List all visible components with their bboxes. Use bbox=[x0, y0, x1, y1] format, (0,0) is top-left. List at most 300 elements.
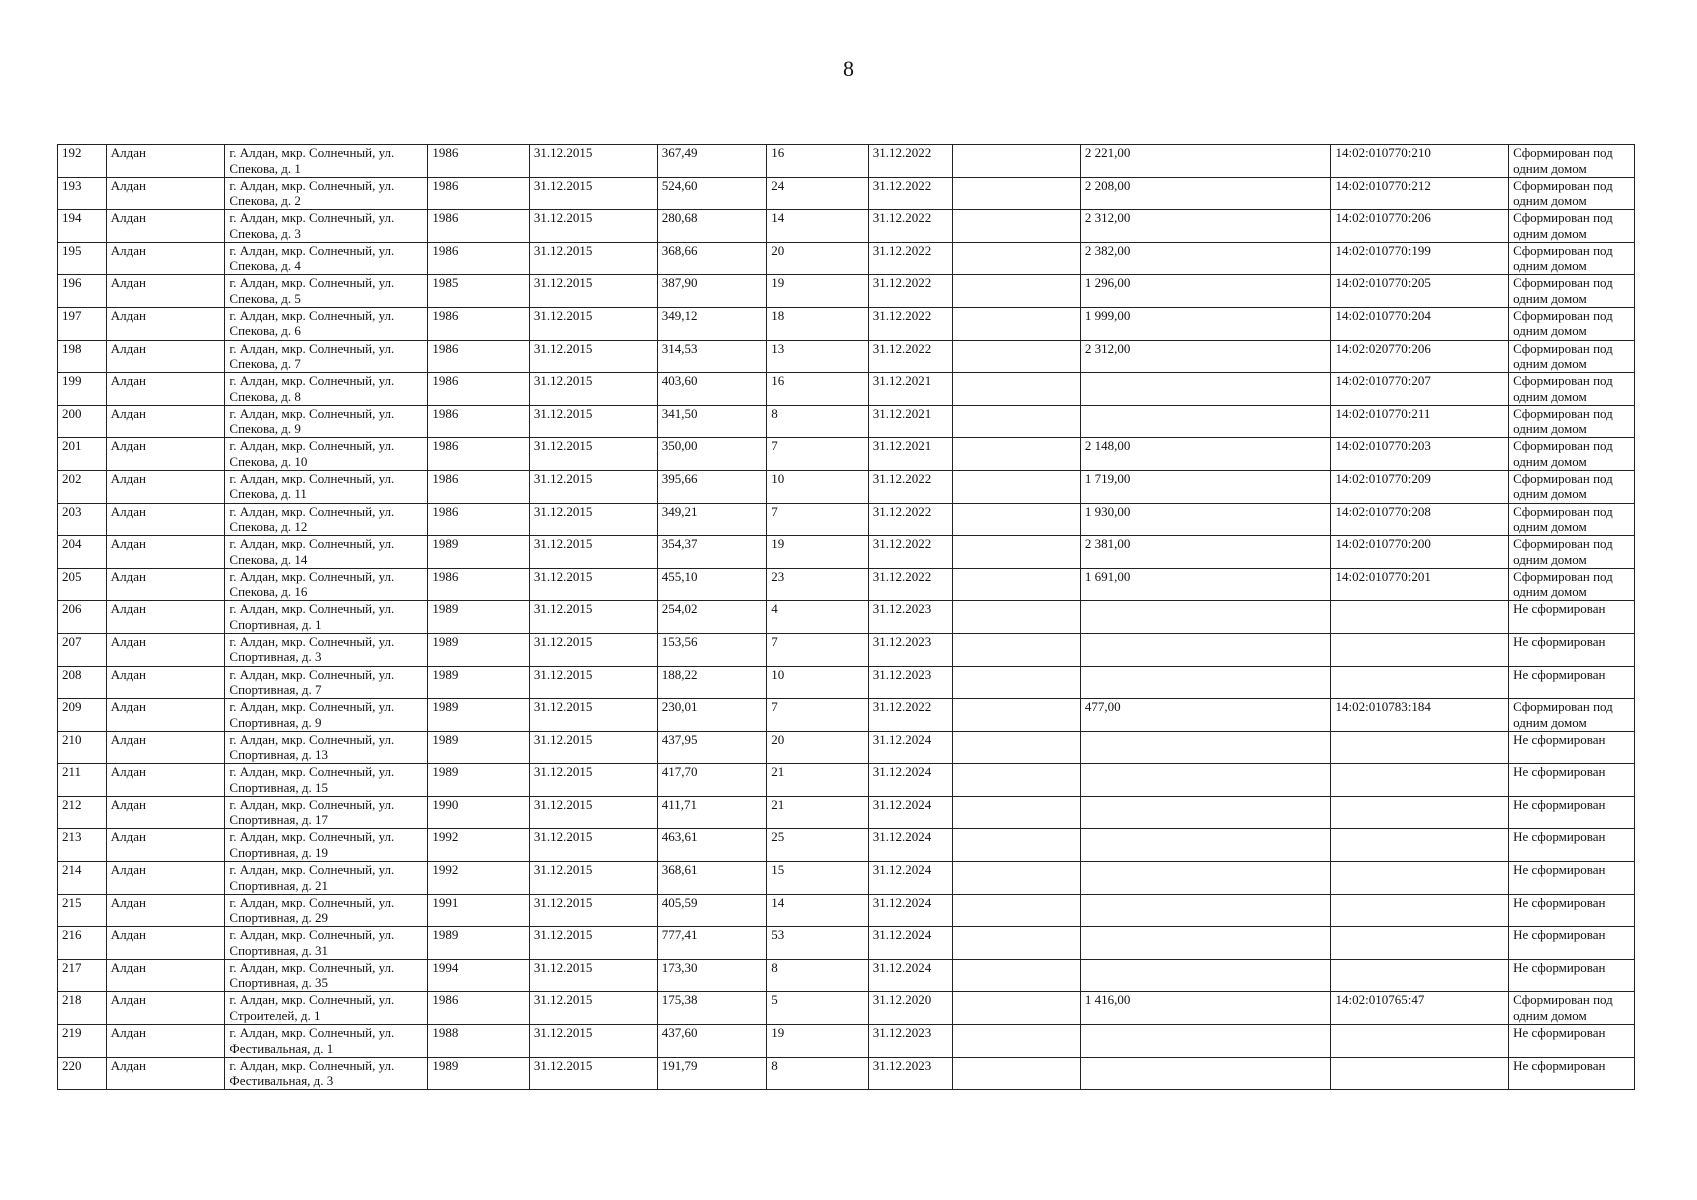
address-cell bbox=[225, 927, 428, 960]
empty-cell bbox=[952, 633, 1080, 666]
date-cell: 31.12.2015 bbox=[529, 633, 657, 666]
row-number-cell: 215 bbox=[58, 894, 107, 927]
status-line-1: Не сформирован bbox=[1513, 796, 1606, 812]
planned-date-cell: 31.12.2024 bbox=[868, 894, 952, 927]
address-cell bbox=[225, 796, 428, 829]
table-row bbox=[58, 470, 1635, 503]
status-line-1: Сформирован под bbox=[1513, 405, 1613, 421]
status-cell bbox=[1509, 536, 1635, 569]
address-line-2: Спекова, д. 12 bbox=[229, 519, 308, 535]
page-number: 8 bbox=[843, 56, 854, 81]
count-cell: 15 bbox=[767, 862, 868, 895]
status-line-2: одним домом bbox=[1513, 258, 1587, 274]
year-cell: 1986 bbox=[428, 992, 529, 1025]
city-cell: Алдан bbox=[106, 959, 225, 992]
status-line-2: одним домом bbox=[1513, 160, 1587, 176]
city-cell: Алдан bbox=[106, 862, 225, 895]
address-line-2: Спекова, д. 14 bbox=[229, 551, 308, 567]
status-cell bbox=[1509, 666, 1635, 699]
status-line-1: Не сформирован bbox=[1513, 764, 1606, 780]
planned-date-cell: 31.12.2022 bbox=[868, 145, 952, 178]
area-cell: 367,49 bbox=[657, 145, 767, 178]
land-area-cell: 1 999,00 bbox=[1080, 307, 1331, 340]
year-cell: 1985 bbox=[428, 275, 529, 308]
address-cell bbox=[225, 764, 428, 797]
city-cell: Алдан bbox=[106, 601, 225, 634]
status-cell bbox=[1509, 373, 1635, 406]
address-cell bbox=[225, 731, 428, 764]
city-cell: Алдан bbox=[106, 145, 225, 178]
row-number-cell: 205 bbox=[58, 568, 107, 601]
status-line-2: одним домом bbox=[1513, 551, 1587, 567]
city-cell: Алдан bbox=[106, 796, 225, 829]
table-row bbox=[58, 536, 1635, 569]
land-area-cell: 1 930,00 bbox=[1080, 503, 1331, 536]
row-number-cell: 212 bbox=[58, 796, 107, 829]
status-cell bbox=[1509, 927, 1635, 960]
date-cell: 31.12.2015 bbox=[529, 536, 657, 569]
address-line-2: Спекова, д. 7 bbox=[229, 356, 301, 372]
table-row bbox=[58, 373, 1635, 406]
year-cell: 1989 bbox=[428, 1057, 529, 1090]
address-line-1: г. Алдан, мкр. Солнечный, ул. bbox=[229, 503, 395, 519]
cadastral-number-cell: 14:02:010770:207 bbox=[1331, 373, 1509, 406]
address-cell bbox=[225, 405, 428, 438]
empty-cell bbox=[952, 1057, 1080, 1090]
status-line-1: Сформирован под bbox=[1513, 992, 1613, 1008]
cadastral-number-cell bbox=[1331, 1057, 1509, 1090]
address-line-1: г. Алдан, мкр. Солнечный, ул. bbox=[229, 862, 395, 878]
address-line-2: Спортивная, д. 13 bbox=[229, 747, 328, 763]
table-row bbox=[58, 927, 1635, 960]
table-row bbox=[58, 503, 1635, 536]
city-cell: Алдан bbox=[106, 275, 225, 308]
land-area-cell: 2 381,00 bbox=[1080, 536, 1331, 569]
empty-cell bbox=[952, 242, 1080, 275]
address-cell bbox=[225, 601, 428, 634]
empty-cell bbox=[952, 764, 1080, 797]
address-line-2: Спортивная, д. 21 bbox=[229, 877, 328, 893]
empty-cell bbox=[952, 601, 1080, 634]
address-line-1: г. Алдан, мкр. Солнечный, ул. bbox=[229, 633, 395, 649]
city-cell: Алдан bbox=[106, 1025, 225, 1058]
date-cell: 31.12.2015 bbox=[529, 177, 657, 210]
date-cell: 31.12.2015 bbox=[529, 210, 657, 243]
empty-cell bbox=[952, 275, 1080, 308]
address-line-2: Спортивная, д. 19 bbox=[229, 844, 328, 860]
planned-date-cell: 31.12.2024 bbox=[868, 764, 952, 797]
address-line-2: Спортивная, д. 17 bbox=[229, 812, 328, 828]
city-cell: Алдан bbox=[106, 470, 225, 503]
count-cell: 7 bbox=[767, 438, 868, 471]
status-cell bbox=[1509, 340, 1635, 373]
status-cell bbox=[1509, 601, 1635, 634]
address-cell bbox=[225, 666, 428, 699]
address-line-2: Спортивная, д. 3 bbox=[229, 649, 322, 665]
row-number-cell: 217 bbox=[58, 959, 107, 992]
status-cell bbox=[1509, 959, 1635, 992]
land-area-cell: 2 312,00 bbox=[1080, 210, 1331, 243]
address-line-1: г. Алдан, мкр. Солнечный, ул. bbox=[229, 470, 395, 486]
table-row bbox=[58, 862, 1635, 895]
status-cell bbox=[1509, 862, 1635, 895]
cadastral-number-cell: 14:02:010770:209 bbox=[1331, 470, 1509, 503]
year-cell: 1989 bbox=[428, 666, 529, 699]
year-cell: 1989 bbox=[428, 633, 529, 666]
row-number-cell: 218 bbox=[58, 992, 107, 1025]
land-area-cell: 1 416,00 bbox=[1080, 992, 1331, 1025]
address-line-1: г. Алдан, мкр. Солнечный, ул. bbox=[229, 145, 395, 160]
date-cell: 31.12.2015 bbox=[529, 307, 657, 340]
date-cell: 31.12.2015 bbox=[529, 275, 657, 308]
date-cell: 31.12.2015 bbox=[529, 568, 657, 601]
table-row bbox=[58, 275, 1635, 308]
cadastral-number-cell bbox=[1331, 633, 1509, 666]
cadastral-number-cell: 14:02:010770:211 bbox=[1331, 405, 1509, 438]
city-cell: Алдан bbox=[106, 927, 225, 960]
empty-cell bbox=[952, 894, 1080, 927]
address-line-2: Спортивная, д. 15 bbox=[229, 779, 328, 795]
table-row bbox=[58, 145, 1635, 178]
date-cell: 31.12.2015 bbox=[529, 601, 657, 634]
area-cell: 368,61 bbox=[657, 862, 767, 895]
date-cell: 31.12.2015 bbox=[529, 829, 657, 862]
date-cell: 31.12.2015 bbox=[529, 1057, 657, 1090]
count-cell: 10 bbox=[767, 470, 868, 503]
status-line-1: Сформирован под bbox=[1513, 373, 1613, 389]
address-line-2: Спортивная, д. 1 bbox=[229, 616, 322, 632]
registry-body bbox=[58, 145, 1635, 1090]
address-cell bbox=[225, 699, 428, 732]
year-cell: 1988 bbox=[428, 1025, 529, 1058]
planned-date-cell: 31.12.2022 bbox=[868, 503, 952, 536]
cadastral-number-cell bbox=[1331, 927, 1509, 960]
row-number-cell: 210 bbox=[58, 731, 107, 764]
area-cell: 350,00 bbox=[657, 438, 767, 471]
cadastral-number-cell bbox=[1331, 731, 1509, 764]
count-cell: 10 bbox=[767, 666, 868, 699]
city-cell: Алдан bbox=[106, 666, 225, 699]
land-area-cell: 2 148,00 bbox=[1080, 438, 1331, 471]
cadastral-number-cell bbox=[1331, 796, 1509, 829]
status-line-1: Не сформирован bbox=[1513, 927, 1606, 943]
status-line-1: Сформирован под bbox=[1513, 340, 1613, 356]
cadastral-number-cell bbox=[1331, 666, 1509, 699]
date-cell: 31.12.2015 bbox=[529, 894, 657, 927]
address-line-1: г. Алдан, мкр. Солнечный, ул. bbox=[229, 601, 395, 617]
cadastral-number-cell bbox=[1331, 862, 1509, 895]
empty-cell bbox=[952, 862, 1080, 895]
land-area-cell: 1 296,00 bbox=[1080, 275, 1331, 308]
status-cell bbox=[1509, 699, 1635, 732]
planned-date-cell: 31.12.2021 bbox=[868, 373, 952, 406]
status-line-2: одним домом bbox=[1513, 225, 1587, 241]
status-cell bbox=[1509, 242, 1635, 275]
address-cell bbox=[225, 1057, 428, 1090]
table-row bbox=[58, 601, 1635, 634]
status-cell bbox=[1509, 992, 1635, 1025]
year-cell: 1986 bbox=[428, 373, 529, 406]
status-line-1: Сформирован под bbox=[1513, 438, 1613, 454]
address-line-2: Спортивная, д. 35 bbox=[229, 975, 328, 991]
area-cell: 403,60 bbox=[657, 373, 767, 406]
address-cell bbox=[225, 1025, 428, 1058]
address-cell bbox=[225, 862, 428, 895]
cadastral-number-cell: 14:02:010770:205 bbox=[1331, 275, 1509, 308]
date-cell: 31.12.2015 bbox=[529, 699, 657, 732]
table-row bbox=[58, 731, 1635, 764]
empty-cell bbox=[952, 536, 1080, 569]
address-line-2: Спекова, д. 4 bbox=[229, 258, 301, 274]
count-cell: 21 bbox=[767, 796, 868, 829]
date-cell: 31.12.2015 bbox=[529, 959, 657, 992]
date-cell: 31.12.2015 bbox=[529, 666, 657, 699]
status-cell bbox=[1509, 503, 1635, 536]
count-cell: 7 bbox=[767, 503, 868, 536]
city-cell: Алдан bbox=[106, 210, 225, 243]
cadastral-number-cell bbox=[1331, 601, 1509, 634]
cadastral-number-cell: 14:02:010770:208 bbox=[1331, 503, 1509, 536]
status-cell bbox=[1509, 145, 1635, 178]
empty-cell bbox=[952, 1025, 1080, 1058]
count-cell: 13 bbox=[767, 340, 868, 373]
area-cell: 524,60 bbox=[657, 177, 767, 210]
planned-date-cell: 31.12.2024 bbox=[868, 731, 952, 764]
city-cell: Алдан bbox=[106, 438, 225, 471]
table-row bbox=[58, 1057, 1635, 1090]
address-cell bbox=[225, 373, 428, 406]
count-cell: 53 bbox=[767, 927, 868, 960]
year-cell: 1986 bbox=[428, 177, 529, 210]
address-line-1: г. Алдан, мкр. Солнечный, ул. bbox=[229, 992, 395, 1008]
area-cell: 349,21 bbox=[657, 503, 767, 536]
empty-cell bbox=[952, 731, 1080, 764]
planned-date-cell: 31.12.2023 bbox=[868, 1057, 952, 1090]
status-line-2: одним домом bbox=[1513, 290, 1587, 306]
address-line-1: г. Алдан, мкр. Солнечный, ул. bbox=[229, 438, 395, 454]
empty-cell bbox=[952, 568, 1080, 601]
status-cell bbox=[1509, 210, 1635, 243]
status-line-1: Сформирован под bbox=[1513, 536, 1613, 552]
address-cell bbox=[225, 503, 428, 536]
address-line-1: г. Алдан, мкр. Солнечный, ул. bbox=[229, 894, 395, 910]
area-cell: 188,22 bbox=[657, 666, 767, 699]
count-cell: 21 bbox=[767, 764, 868, 797]
city-cell: Алдан bbox=[106, 633, 225, 666]
status-line-2: одним домом bbox=[1513, 421, 1587, 437]
planned-date-cell: 31.12.2022 bbox=[868, 242, 952, 275]
address-line-1: г. Алдан, мкр. Солнечный, ул. bbox=[229, 242, 395, 258]
count-cell: 14 bbox=[767, 210, 868, 243]
address-line-1: г. Алдан, мкр. Солнечный, ул. bbox=[229, 927, 395, 943]
address-line-1: г. Алдан, мкр. Солнечный, ул. bbox=[229, 959, 395, 975]
date-cell: 31.12.2015 bbox=[529, 503, 657, 536]
count-cell: 4 bbox=[767, 601, 868, 634]
year-cell: 1989 bbox=[428, 927, 529, 960]
table-row bbox=[58, 633, 1635, 666]
city-cell: Алдан bbox=[106, 699, 225, 732]
area-cell: 455,10 bbox=[657, 568, 767, 601]
city-cell: Алдан bbox=[106, 568, 225, 601]
year-cell: 1986 bbox=[428, 145, 529, 178]
status-line-1: Сформирован под bbox=[1513, 568, 1613, 584]
row-number-cell: 194 bbox=[58, 210, 107, 243]
status-cell bbox=[1509, 764, 1635, 797]
table-row bbox=[58, 307, 1635, 340]
land-area-cell bbox=[1080, 666, 1331, 699]
land-area-cell bbox=[1080, 405, 1331, 438]
status-line-1: Сформирован под bbox=[1513, 699, 1613, 715]
address-line-2: Спекова, д. 6 bbox=[229, 323, 301, 339]
status-line-2: одним домом bbox=[1513, 323, 1587, 339]
year-cell: 1986 bbox=[428, 568, 529, 601]
cadastral-number-cell bbox=[1331, 829, 1509, 862]
land-area-cell: 2 312,00 bbox=[1080, 340, 1331, 373]
status-line-1: Сформирован под bbox=[1513, 275, 1613, 291]
count-cell: 7 bbox=[767, 633, 868, 666]
address-line-1: г. Алдан, мкр. Солнечный, ул. bbox=[229, 731, 395, 747]
date-cell: 31.12.2015 bbox=[529, 764, 657, 797]
area-cell: 387,90 bbox=[657, 275, 767, 308]
count-cell: 18 bbox=[767, 307, 868, 340]
address-line-2: Спекова, д. 10 bbox=[229, 453, 308, 469]
year-cell: 1986 bbox=[428, 210, 529, 243]
address-line-1: г. Алдан, мкр. Солнечный, ул. bbox=[229, 699, 395, 715]
row-number-cell: 198 bbox=[58, 340, 107, 373]
empty-cell bbox=[952, 177, 1080, 210]
address-line-1: г. Алдан, мкр. Солнечный, ул. bbox=[229, 373, 395, 389]
city-cell: Алдан bbox=[106, 307, 225, 340]
row-number-cell: 200 bbox=[58, 405, 107, 438]
city-cell: Алдан bbox=[106, 992, 225, 1025]
address-line-2: Спекова, д. 5 bbox=[229, 290, 301, 306]
planned-date-cell: 31.12.2022 bbox=[868, 568, 952, 601]
planned-date-cell: 31.12.2021 bbox=[868, 405, 952, 438]
empty-cell bbox=[952, 503, 1080, 536]
cadastral-number-cell: 14:02:010770:201 bbox=[1331, 568, 1509, 601]
land-area-cell: 1 691,00 bbox=[1080, 568, 1331, 601]
count-cell: 8 bbox=[767, 1057, 868, 1090]
table-row bbox=[58, 992, 1635, 1025]
area-cell: 153,56 bbox=[657, 633, 767, 666]
address-line-1: г. Алдан, мкр. Солнечный, ул. bbox=[229, 1025, 395, 1041]
address-cell bbox=[225, 568, 428, 601]
row-number-cell: 204 bbox=[58, 536, 107, 569]
cadastral-number-cell: 14:02:010765:47 bbox=[1331, 992, 1509, 1025]
planned-date-cell: 31.12.2024 bbox=[868, 862, 952, 895]
cadastral-number-cell: 14:02:010770:210 bbox=[1331, 145, 1509, 178]
cadastral-number-cell bbox=[1331, 764, 1509, 797]
row-number-cell: 214 bbox=[58, 862, 107, 895]
table-row bbox=[58, 666, 1635, 699]
registry-table bbox=[57, 144, 1635, 1090]
planned-date-cell: 31.12.2022 bbox=[868, 470, 952, 503]
status-cell bbox=[1509, 275, 1635, 308]
row-number-cell: 193 bbox=[58, 177, 107, 210]
land-area-cell bbox=[1080, 1057, 1331, 1090]
status-line-2: одним домом bbox=[1513, 486, 1587, 502]
date-cell: 31.12.2015 bbox=[529, 927, 657, 960]
status-line-1: Не сформирован bbox=[1513, 633, 1606, 649]
date-cell: 31.12.2015 bbox=[529, 242, 657, 275]
land-area-cell bbox=[1080, 373, 1331, 406]
count-cell: 7 bbox=[767, 699, 868, 732]
row-number-cell: 192 bbox=[58, 145, 107, 178]
area-cell: 777,41 bbox=[657, 927, 767, 960]
city-cell: Алдан bbox=[106, 764, 225, 797]
land-area-cell bbox=[1080, 862, 1331, 895]
status-cell bbox=[1509, 633, 1635, 666]
status-cell bbox=[1509, 894, 1635, 927]
cadastral-number-cell: 14:02:010783:184 bbox=[1331, 699, 1509, 732]
count-cell: 5 bbox=[767, 992, 868, 1025]
year-cell: 1986 bbox=[428, 307, 529, 340]
city-cell: Алдан bbox=[106, 536, 225, 569]
address-line-2: Спекова, д. 1 bbox=[229, 160, 301, 176]
status-line-2: одним домом bbox=[1513, 388, 1587, 404]
area-cell: 405,59 bbox=[657, 894, 767, 927]
land-area-cell bbox=[1080, 959, 1331, 992]
status-line-1: Не сформирован bbox=[1513, 829, 1606, 845]
status-line-1: Сформирован под bbox=[1513, 210, 1613, 226]
address-line-2: Спекова, д. 3 bbox=[229, 225, 301, 241]
address-line-1: г. Алдан, мкр. Солнечный, ул. bbox=[229, 1057, 395, 1073]
row-number-cell: 196 bbox=[58, 275, 107, 308]
status-cell bbox=[1509, 177, 1635, 210]
city-cell: Алдан bbox=[106, 405, 225, 438]
city-cell: Алдан bbox=[106, 1057, 225, 1090]
row-number-cell: 211 bbox=[58, 764, 107, 797]
planned-date-cell: 31.12.2022 bbox=[868, 210, 952, 243]
count-cell: 25 bbox=[767, 829, 868, 862]
year-cell: 1994 bbox=[428, 959, 529, 992]
area-cell: 349,12 bbox=[657, 307, 767, 340]
land-area-cell bbox=[1080, 796, 1331, 829]
table-row bbox=[58, 796, 1635, 829]
city-cell: Алдан bbox=[106, 373, 225, 406]
area-cell: 368,66 bbox=[657, 242, 767, 275]
area-cell: 437,95 bbox=[657, 731, 767, 764]
cadastral-number-cell: 14:02:010770:199 bbox=[1331, 242, 1509, 275]
count-cell: 8 bbox=[767, 959, 868, 992]
table-row bbox=[58, 210, 1635, 243]
status-line-1: Сформирован под bbox=[1513, 145, 1613, 160]
status-cell bbox=[1509, 796, 1635, 829]
land-area-cell bbox=[1080, 829, 1331, 862]
address-line-2: Фестивальная, д. 3 bbox=[229, 1073, 334, 1089]
address-line-2: Спортивная, д. 7 bbox=[229, 682, 322, 697]
cadastral-number-cell bbox=[1331, 894, 1509, 927]
cadastral-number-cell bbox=[1331, 959, 1509, 992]
year-cell: 1989 bbox=[428, 764, 529, 797]
table-row bbox=[58, 829, 1635, 862]
year-cell: 1986 bbox=[428, 242, 529, 275]
area-cell: 411,71 bbox=[657, 796, 767, 829]
planned-date-cell: 31.12.2023 bbox=[868, 601, 952, 634]
status-line-1: Не сформирован bbox=[1513, 862, 1606, 878]
year-cell: 1992 bbox=[428, 829, 529, 862]
area-cell: 417,70 bbox=[657, 764, 767, 797]
count-cell: 14 bbox=[767, 894, 868, 927]
count-cell: 19 bbox=[767, 536, 868, 569]
planned-date-cell: 31.12.2022 bbox=[868, 536, 952, 569]
table-row bbox=[58, 764, 1635, 797]
land-area-cell: 2 382,00 bbox=[1080, 242, 1331, 275]
address-line-1: г. Алдан, мкр. Солнечный, ул. bbox=[229, 340, 395, 356]
land-area-cell bbox=[1080, 731, 1331, 764]
area-cell: 173,30 bbox=[657, 959, 767, 992]
address-line-2: Спекова, д. 16 bbox=[229, 584, 308, 600]
